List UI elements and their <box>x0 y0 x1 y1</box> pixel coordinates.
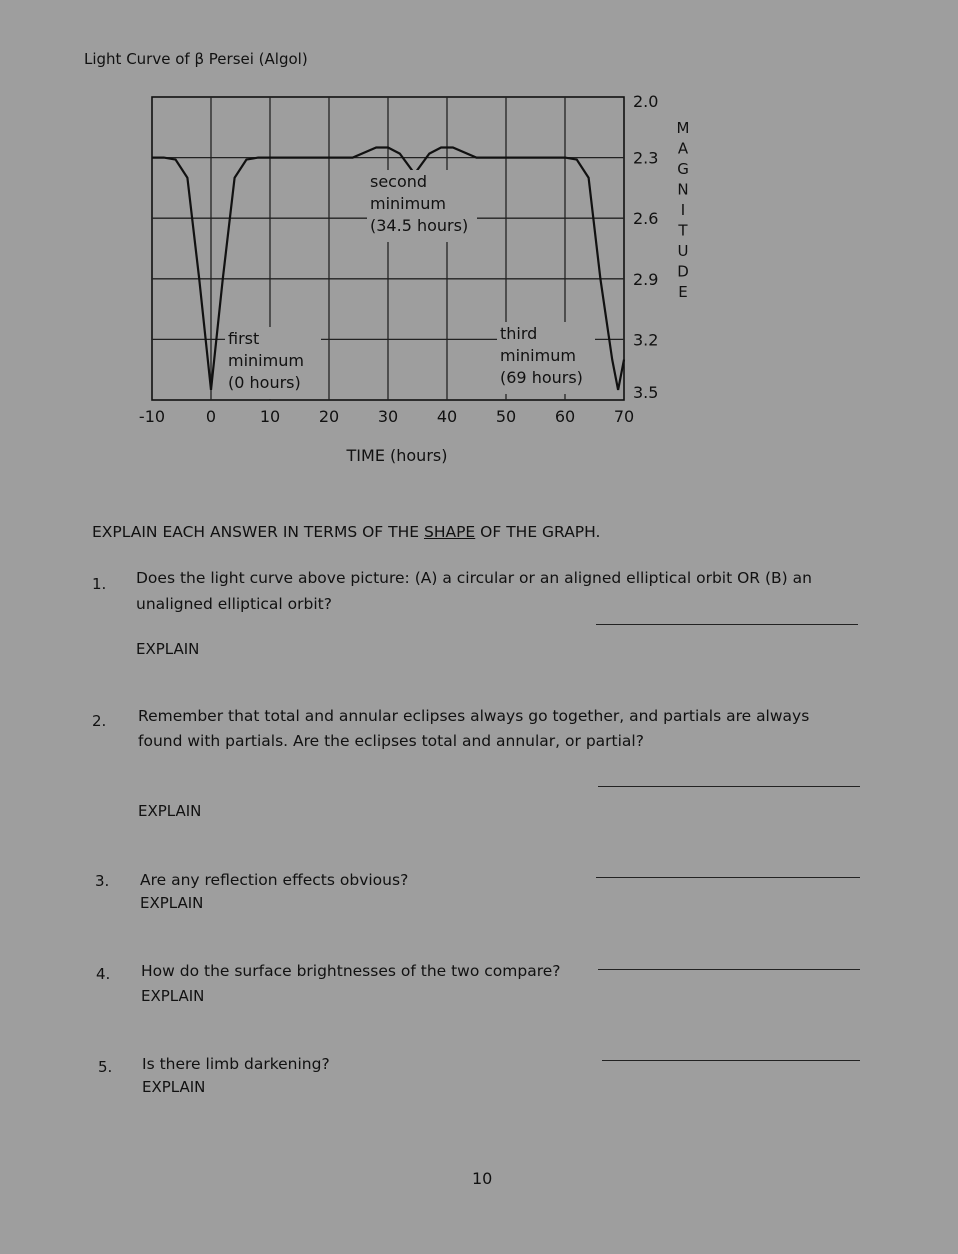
y-axis-label-letter: U <box>677 242 689 260</box>
y-tick-label: 3.2 <box>633 330 659 350</box>
x-tick-label: 60 <box>554 407 576 426</box>
chart-annotations <box>225 170 595 399</box>
annotation <box>367 170 477 242</box>
instructions-text-after: OF THE GRAPH. <box>475 523 601 541</box>
x-tick-label: 10 <box>259 407 281 426</box>
question-number: 5. <box>98 1058 113 1076</box>
explain-label: EXPLAIN <box>142 1078 206 1096</box>
y-tick-labels <box>633 92 658 402</box>
x-tick-labels <box>139 407 634 426</box>
y-axis-label-letter: G <box>677 160 689 178</box>
annotation-text: minimum <box>228 351 304 370</box>
explain-label: EXPLAIN <box>140 894 204 912</box>
answer-blank[interactable] <box>598 969 860 970</box>
y-axis-label-letter: M <box>676 119 690 137</box>
x-tick-label: 20 <box>318 407 340 426</box>
annotation-text: third <box>500 324 538 343</box>
x-tick-label: 30 <box>377 407 399 426</box>
explain-label: EXPLAIN <box>138 802 202 820</box>
annotation <box>225 327 321 399</box>
y-tick-label: 2.9 <box>633 269 659 289</box>
answer-blank[interactable] <box>598 786 860 787</box>
y-tick-label: 2.6 <box>633 209 659 229</box>
y-tick-label: 2.3 <box>633 148 659 168</box>
question-text-line-2: unaligned elliptical orbit? <box>136 595 332 613</box>
page-title: Light Curve of β Persei (Algol) <box>84 50 308 68</box>
y-tick-label: 3.5 <box>633 383 659 402</box>
annotation-text: minimum <box>500 346 576 365</box>
y-tick-label: 2.0 <box>633 92 659 111</box>
y-axis-label-letter: I <box>680 201 686 219</box>
answer-blank[interactable] <box>596 624 858 625</box>
question-text-line-1: How do the surface brightnesses of the two compare? <box>141 962 561 980</box>
instructions-emphasis: SHAPE <box>423 523 476 541</box>
question-text-line-2: found with partials. Are the eclipses total and annular, or partial? <box>138 732 644 750</box>
question-number: 2. <box>92 712 107 730</box>
x-tick-label: 50 <box>495 407 517 426</box>
x-tick-label: -10 <box>138 407 166 426</box>
annotation-text: first <box>228 329 260 348</box>
x-tick-label: 70 <box>613 407 635 426</box>
y-axis-label-letter: E <box>678 283 688 301</box>
x-tick-label: 0 <box>205 407 217 426</box>
x-axis-label: TIME (hours) <box>346 446 448 465</box>
explain-label: EXPLAIN <box>136 640 200 658</box>
answer-blank[interactable] <box>602 1060 860 1061</box>
annotation-text: (69 hours) <box>500 368 583 387</box>
annotation-text: (0 hours) <box>228 373 301 392</box>
question-number: 4. <box>96 965 111 983</box>
question-number: 3. <box>95 872 110 890</box>
question-text-line-1: Is there limb darkening? <box>142 1055 330 1073</box>
question-text-line-1: Does the light curve above picture: (A) a circular or an aligned elliptical orbit OR (B) an <box>136 569 812 587</box>
annotation-text: second <box>370 172 428 191</box>
answer-blank[interactable] <box>596 877 860 878</box>
annotation-text: minimum <box>370 194 446 213</box>
annotation-text: (34.5 hours) <box>370 216 469 235</box>
x-tick-label: 40 <box>436 407 458 426</box>
y-axis-label-letter: D <box>677 262 689 281</box>
question-number: 1. <box>92 575 107 593</box>
question-text-line-1: Remember that total and annular eclipses always go together, and partials are always <box>138 707 810 725</box>
explain-label: EXPLAIN <box>141 987 205 1005</box>
annotation <box>497 322 595 394</box>
y-axis-label-letter: A <box>677 139 689 158</box>
light-curve-chart <box>0 0 958 480</box>
y-axis-label-letter: N <box>677 180 689 199</box>
y-axis-label <box>677 119 690 301</box>
instructions-text-before: EXPLAIN EACH ANSWER IN TERMS OF THE <box>92 523 424 541</box>
y-axis-label-letter: T <box>678 221 688 240</box>
instructions <box>92 520 600 544</box>
page-number: 10 <box>472 1169 493 1188</box>
question-text-line-1: Are any reflection effects obvious? <box>140 871 409 889</box>
